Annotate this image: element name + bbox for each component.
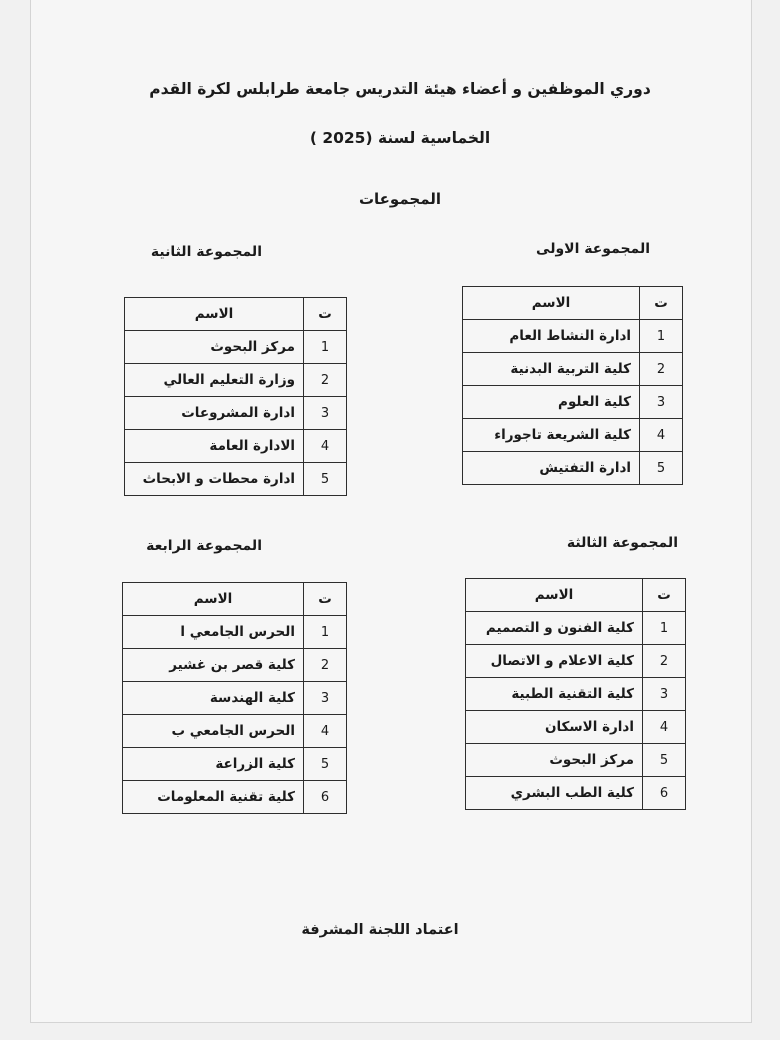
row-number: 6 [304,781,347,814]
team-name: كلية تقنية المعلومات [123,781,304,814]
team-name: كلية الهندسة [123,682,304,715]
team-name: ادارة النشاط العام [463,320,640,353]
column-header-name: الاسم [466,579,643,612]
team-name: الادارة العامة [125,430,304,463]
table-row [123,682,347,715]
group-4-title: المجموعة الرابعة [146,538,262,554]
team-name: مركز البحوث [466,744,643,777]
team-name: مركز البحوث [125,331,304,364]
team-name: كلية التربية البدنية [463,353,640,386]
row-number: 5 [643,744,686,777]
table-header-row [463,287,683,320]
column-header-number: ت [304,298,347,331]
team-name: كلية الفنون و التصميم [466,612,643,645]
team-name: الحرس الجامعي ا [123,616,304,649]
table-row [466,777,686,810]
group-2-table [124,297,347,496]
row-number: 4 [640,419,683,452]
team-name: ادارة محطات و الابحاث [125,463,304,496]
table-header-row [125,298,347,331]
table-row [463,452,683,485]
team-name: كلية العلوم [463,386,640,419]
row-number: 2 [304,364,347,397]
groups-heading: المجموعات [358,190,442,208]
row-number: 2 [643,645,686,678]
group-3-table [465,578,686,810]
team-name: ادارة المشروعات [125,397,304,430]
team-name: كلية قصر بن غشير [123,649,304,682]
group-3-title: المجموعة الثالثة [566,535,678,551]
row-number: 1 [640,320,683,353]
table-row [463,386,683,419]
table-row [466,645,686,678]
table-row [125,397,347,430]
column-header-name: الاسم [463,287,640,320]
table-row [466,678,686,711]
table-row [123,748,347,781]
team-name: ادارة التفتيش [463,452,640,485]
row-number: 2 [304,649,347,682]
row-number: 4 [304,430,347,463]
team-name: كلية الشريعة تاجوراء [463,419,640,452]
row-number: 5 [640,452,683,485]
row-number: 4 [304,715,347,748]
row-number: 3 [304,682,347,715]
table-row [466,744,686,777]
table-row [125,331,347,364]
row-number: 1 [643,612,686,645]
table-row [466,612,686,645]
table-row [125,364,347,397]
team-name: وزارة التعليم العالي [125,364,304,397]
team-name: كلية التقنية الطبية [466,678,643,711]
table-row [125,463,347,496]
team-name: كلية الطب البشري [466,777,643,810]
row-number: 1 [304,331,347,364]
document-subtitle: الخماسية لسنة (2025 ) [309,129,491,147]
row-number: 3 [304,397,347,430]
group-4-table [122,582,347,814]
column-header-name: الاسم [125,298,304,331]
team-name: ادارة الاسكان [466,711,643,744]
column-header-number: ت [304,583,347,616]
group-1-title: المجموعة الاولى [536,241,650,257]
table-header-row [466,579,686,612]
group-2-title: المجموعة الثانية [150,244,262,260]
team-name: كلية الاعلام و الاتصال [466,645,643,678]
approval-signature-line: اعتماد اللجنة المشرفة [301,922,459,938]
row-number: 3 [640,386,683,419]
table-row [123,649,347,682]
table-row [123,715,347,748]
table-header-row [123,583,347,616]
table-row [463,419,683,452]
team-name: الحرس الجامعي ب [123,715,304,748]
table-row [125,430,347,463]
row-number: 6 [643,777,686,810]
row-number: 5 [304,463,347,496]
column-header-number: ت [643,579,686,612]
table-row [123,781,347,814]
team-name: كلية الزراعة [123,748,304,781]
document-title: دوري الموظفين و أعضاء هيئة التدريس جامعة طرابلس لكرة القدم [149,80,651,98]
row-number: 2 [640,353,683,386]
table-row [463,353,683,386]
row-number: 1 [304,616,347,649]
column-header-number: ت [640,287,683,320]
row-number: 5 [304,748,347,781]
table-row [463,320,683,353]
group-1-table [462,286,683,485]
table-row [466,711,686,744]
row-number: 4 [643,711,686,744]
column-header-name: الاسم [123,583,304,616]
table-row [123,616,347,649]
row-number: 3 [643,678,686,711]
document-page [30,0,752,1023]
